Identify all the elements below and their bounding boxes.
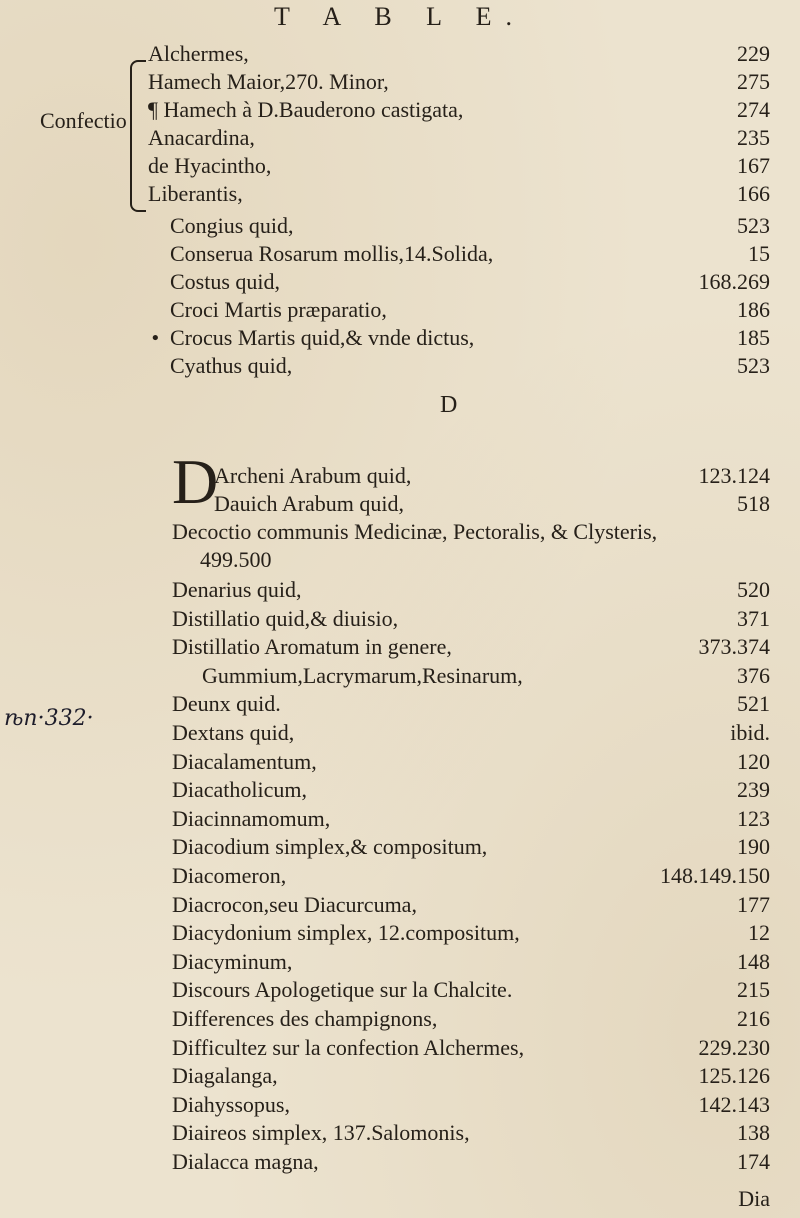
entry-pages: 371 — [737, 605, 770, 631]
entry-term: Diacyminum, — [172, 948, 293, 974]
index-entry — [172, 1062, 770, 1090]
entry-pages: ibid. — [730, 720, 770, 745]
confectio-item: Hamech Maior,270. Minor, 275 — [148, 69, 770, 94]
entry-pages: 521 — [737, 691, 770, 717]
bullet-mark: • — [150, 328, 161, 349]
index-entry: Conserua Rosarum mollis,14.Solida, 15 — [170, 241, 770, 266]
confectio-item: Anacardina, 235 — [148, 125, 770, 150]
entry-term: Diacydonium simplex, 12.compositum, — [172, 920, 520, 946]
entry-pages: 239 — [737, 777, 770, 803]
entry-term: Diacodium simplex,& compositum, — [172, 834, 488, 860]
entry-pages: 229.230 — [698, 1034, 770, 1060]
index-entry: Croci Martis præparatio, 186 — [170, 297, 770, 322]
entry-pages: 520 — [737, 577, 770, 602]
index-entry — [172, 919, 770, 947]
index-entry: Dauich Arabum quid, 518 — [214, 491, 770, 516]
entry-pages: 148 — [737, 948, 770, 974]
index-entry: Costus quid, 168.269 — [170, 269, 770, 294]
entry-pages: 148.149.150 — [660, 863, 770, 888]
entry-pages: 190 — [737, 834, 770, 860]
index-entry — [172, 891, 770, 919]
index-entry — [172, 1005, 770, 1033]
index-entry — [172, 1091, 770, 1119]
index-entry — [172, 719, 770, 747]
entry-term: Diacinnamomum, — [172, 805, 331, 831]
index-entry — [172, 833, 770, 861]
index-entry — [172, 976, 770, 1004]
entry-term: Diaireos simplex, 137.Salomonis, — [172, 1120, 470, 1146]
index-entry — [172, 633, 770, 661]
entry-pages: 123 — [737, 805, 770, 831]
index-entry — [172, 576, 770, 604]
confectio-label: Confectio — [40, 108, 127, 133]
confectio-item: ¶ Hamech à D.Bauderono castigata, 274 — [148, 97, 770, 122]
entry-pages: 215 — [737, 977, 770, 1003]
entry-term: Dextans quid, — [172, 720, 295, 745]
index-entry — [172, 805, 770, 833]
index-entry — [172, 748, 770, 776]
entry-pages: 142.143 — [698, 1091, 770, 1117]
index-entry: Cyathus quid, 523 — [170, 353, 770, 378]
decoctio-pages: 499.500 — [200, 547, 272, 572]
index-entry — [172, 662, 770, 690]
index-entry: Archeni Arabum quid, 123.124 — [214, 463, 770, 488]
entry-term: Distillatio Aromatum in genere, — [172, 634, 452, 660]
index-entry — [172, 948, 770, 976]
entry-term: Gummium,Lacrymarum,Resinarum, — [202, 662, 523, 688]
entry-pages: 373.374 — [698, 634, 770, 660]
running-head: T A B L E. — [274, 2, 526, 31]
index-entry: Crocus Martis quid,& vnde dictus, 185 — [170, 325, 770, 350]
section-letter: D — [440, 392, 458, 418]
confectio-item: de Hyacintho, 167 — [148, 153, 770, 178]
entry-term: Distillatio quid,& diuisio, — [172, 605, 399, 631]
index-entry — [172, 690, 770, 718]
index-entry — [172, 776, 770, 804]
entry-term: Differences des champignons, — [172, 1006, 438, 1031]
confectio-item: Alchermes, 229 — [148, 41, 770, 66]
entry-term: Diacatholicum, — [172, 777, 308, 803]
entry-term: Difficultez sur la confection Alchermes, — [172, 1034, 525, 1060]
decoctio-line: Decoctio communis Medicinæ, Pectoralis, & Clysteris, — [172, 519, 658, 544]
confectio-brace — [130, 60, 146, 212]
drop-cap: D — [172, 446, 219, 517]
entry-term: Diacomeron, — [172, 863, 287, 888]
index-entry — [172, 605, 770, 633]
entry-term: Deunx quid. — [172, 691, 281, 717]
entry-pages: 216 — [737, 1006, 770, 1031]
entry-pages: 125.126 — [698, 1063, 770, 1089]
entry-term: Dialacca magna, — [172, 1149, 319, 1174]
entry-term: Diacalamentum, — [172, 748, 317, 774]
entry-term: Diacrocon,seu Diacurcuma, — [172, 891, 417, 917]
entry-pages: 174 — [737, 1149, 770, 1174]
entry-pages: 120 — [737, 748, 770, 774]
entry-term: Denarius quid, — [172, 577, 302, 602]
entry-term: Diahyssopus, — [172, 1091, 290, 1117]
entry-term: Discours Apologetique sur la Chalcite. — [172, 977, 513, 1003]
entry-pages: 138 — [737, 1120, 770, 1146]
index-entry — [172, 862, 770, 890]
index-entry — [172, 1119, 770, 1147]
catchword: Dia — [738, 1186, 770, 1211]
index-entry: Congius quid, 523 — [170, 213, 770, 238]
confectio-item: Liberantis, 166 — [148, 181, 770, 206]
index-entry — [172, 1148, 770, 1176]
entry-term: Diagalanga, — [172, 1063, 278, 1089]
index-entry — [172, 1034, 770, 1062]
entry-pages: 177 — [737, 891, 770, 917]
entry-pages: 376 — [737, 662, 770, 688]
margin-note: ѣn·332· — [4, 706, 94, 731]
entry-pages: 12 — [748, 920, 770, 946]
